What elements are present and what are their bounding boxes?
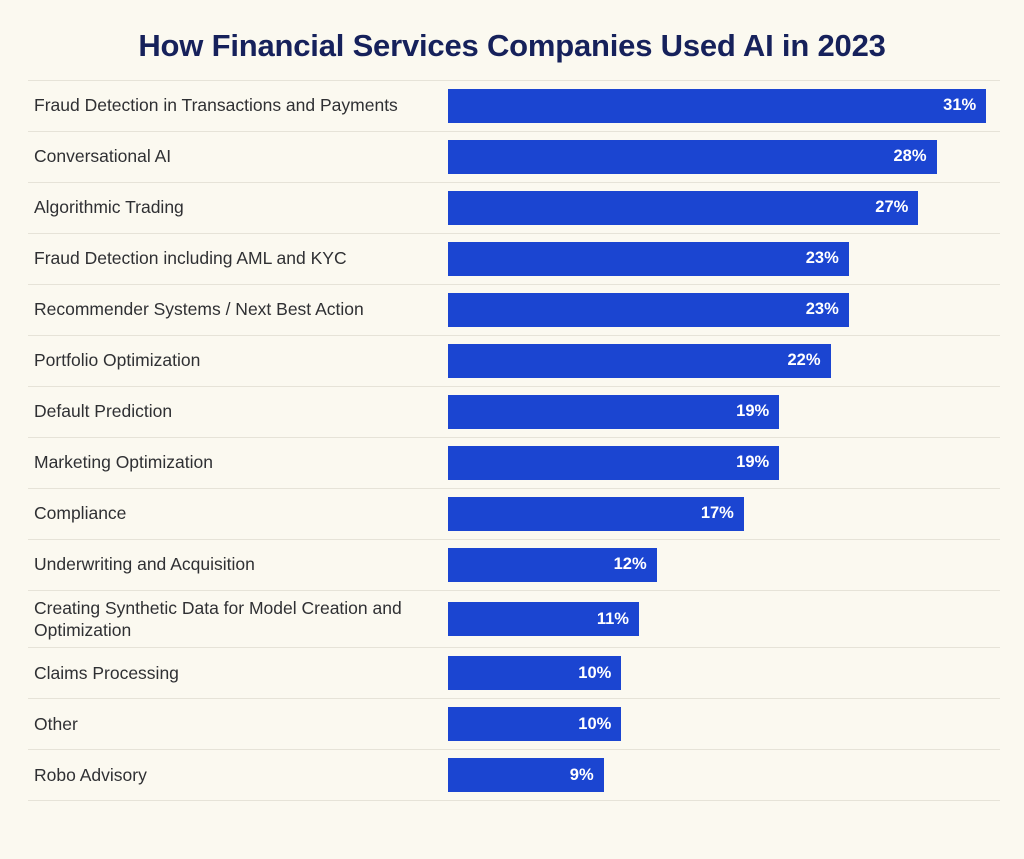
- bar-track: [448, 336, 1000, 386]
- bar-value-label: 10%: [578, 714, 612, 733]
- chart-row: [28, 183, 1000, 234]
- bar[interactable]: [448, 656, 621, 690]
- bar-track: [448, 183, 1000, 233]
- category-label: Robo Advisory: [34, 765, 147, 786]
- bar-value-label: 23%: [805, 249, 839, 268]
- bar-track: [448, 750, 1000, 800]
- bar[interactable]: [448, 602, 639, 636]
- category-label: Underwriting and Acquisition: [34, 554, 255, 575]
- chart-row: [28, 80, 1000, 132]
- category-label: Algorithmic Trading: [34, 197, 184, 218]
- category-label: Claims Processing: [34, 663, 179, 684]
- bar-track: [448, 285, 1000, 335]
- bar[interactable]: [448, 395, 779, 429]
- bar-chart: [28, 80, 1000, 802]
- bar[interactable]: [448, 140, 937, 174]
- bar-track: [448, 591, 1000, 648]
- chart-row: [28, 489, 1000, 540]
- bar-value-label: 9%: [569, 765, 594, 784]
- bar-track: [448, 489, 1000, 539]
- chart-row: [28, 699, 1000, 750]
- category-label: Other: [34, 714, 78, 735]
- category-label: Conversational AI: [34, 146, 172, 167]
- bar-value-label: 31%: [943, 96, 977, 115]
- bar-value-label: 23%: [805, 300, 839, 319]
- chart-row: [28, 234, 1000, 285]
- bar[interactable]: [448, 191, 918, 225]
- bar-track: [448, 234, 1000, 284]
- bar-track: [448, 132, 1000, 182]
- chart-row: [28, 387, 1000, 438]
- category-label: Recommender Systems / Next Best Action: [34, 299, 364, 320]
- bar-value-label: 19%: [736, 453, 770, 472]
- page-title: How Financial Services Companies Used AI in 2023: [138, 28, 886, 63]
- bar[interactable]: [448, 707, 621, 741]
- chart-row: [28, 132, 1000, 183]
- chart-row: [28, 336, 1000, 387]
- bar[interactable]: [448, 758, 604, 792]
- chart-row: [28, 648, 1000, 699]
- chart-row: [28, 438, 1000, 489]
- bar-value-label: 17%: [700, 504, 734, 523]
- chart-row: [28, 285, 1000, 336]
- bar[interactable]: [448, 293, 849, 327]
- bar[interactable]: [448, 446, 779, 480]
- bar-value-label: 19%: [736, 402, 770, 421]
- bar-track: [448, 648, 1000, 698]
- bar[interactable]: [448, 344, 831, 378]
- chart-row: [28, 750, 1000, 801]
- bar-track: [448, 699, 1000, 749]
- bar-value-label: 10%: [578, 663, 612, 682]
- bar-track: [448, 387, 1000, 437]
- bar-track: [448, 438, 1000, 488]
- category-label: Default Prediction: [34, 401, 173, 422]
- chart-row: [28, 591, 1000, 649]
- bar-value-label: 27%: [875, 198, 909, 217]
- chart-row: [28, 540, 1000, 591]
- bar[interactable]: [448, 497, 744, 531]
- category-label: Creating Synthetic Data for Model Creation and Optimization: [34, 597, 402, 641]
- bar-track: [448, 81, 1000, 131]
- bar-value-label: 11%: [596, 609, 629, 628]
- category-label: Portfolio Optimization: [34, 350, 201, 371]
- category-label: Fraud Detection including AML and KYC: [34, 248, 347, 269]
- bar-value-label: 28%: [893, 147, 927, 166]
- bar-track: [448, 540, 1000, 590]
- bar[interactable]: [448, 242, 849, 276]
- bar-value-label: 22%: [787, 351, 821, 370]
- bar-value-label: 12%: [613, 555, 647, 574]
- bar[interactable]: [448, 548, 657, 582]
- category-label: Compliance: [34, 503, 127, 524]
- category-label: Fraud Detection in Transactions and Payments: [34, 95, 398, 116]
- bar[interactable]: [448, 89, 986, 123]
- category-label: Marketing Optimization: [34, 452, 213, 473]
